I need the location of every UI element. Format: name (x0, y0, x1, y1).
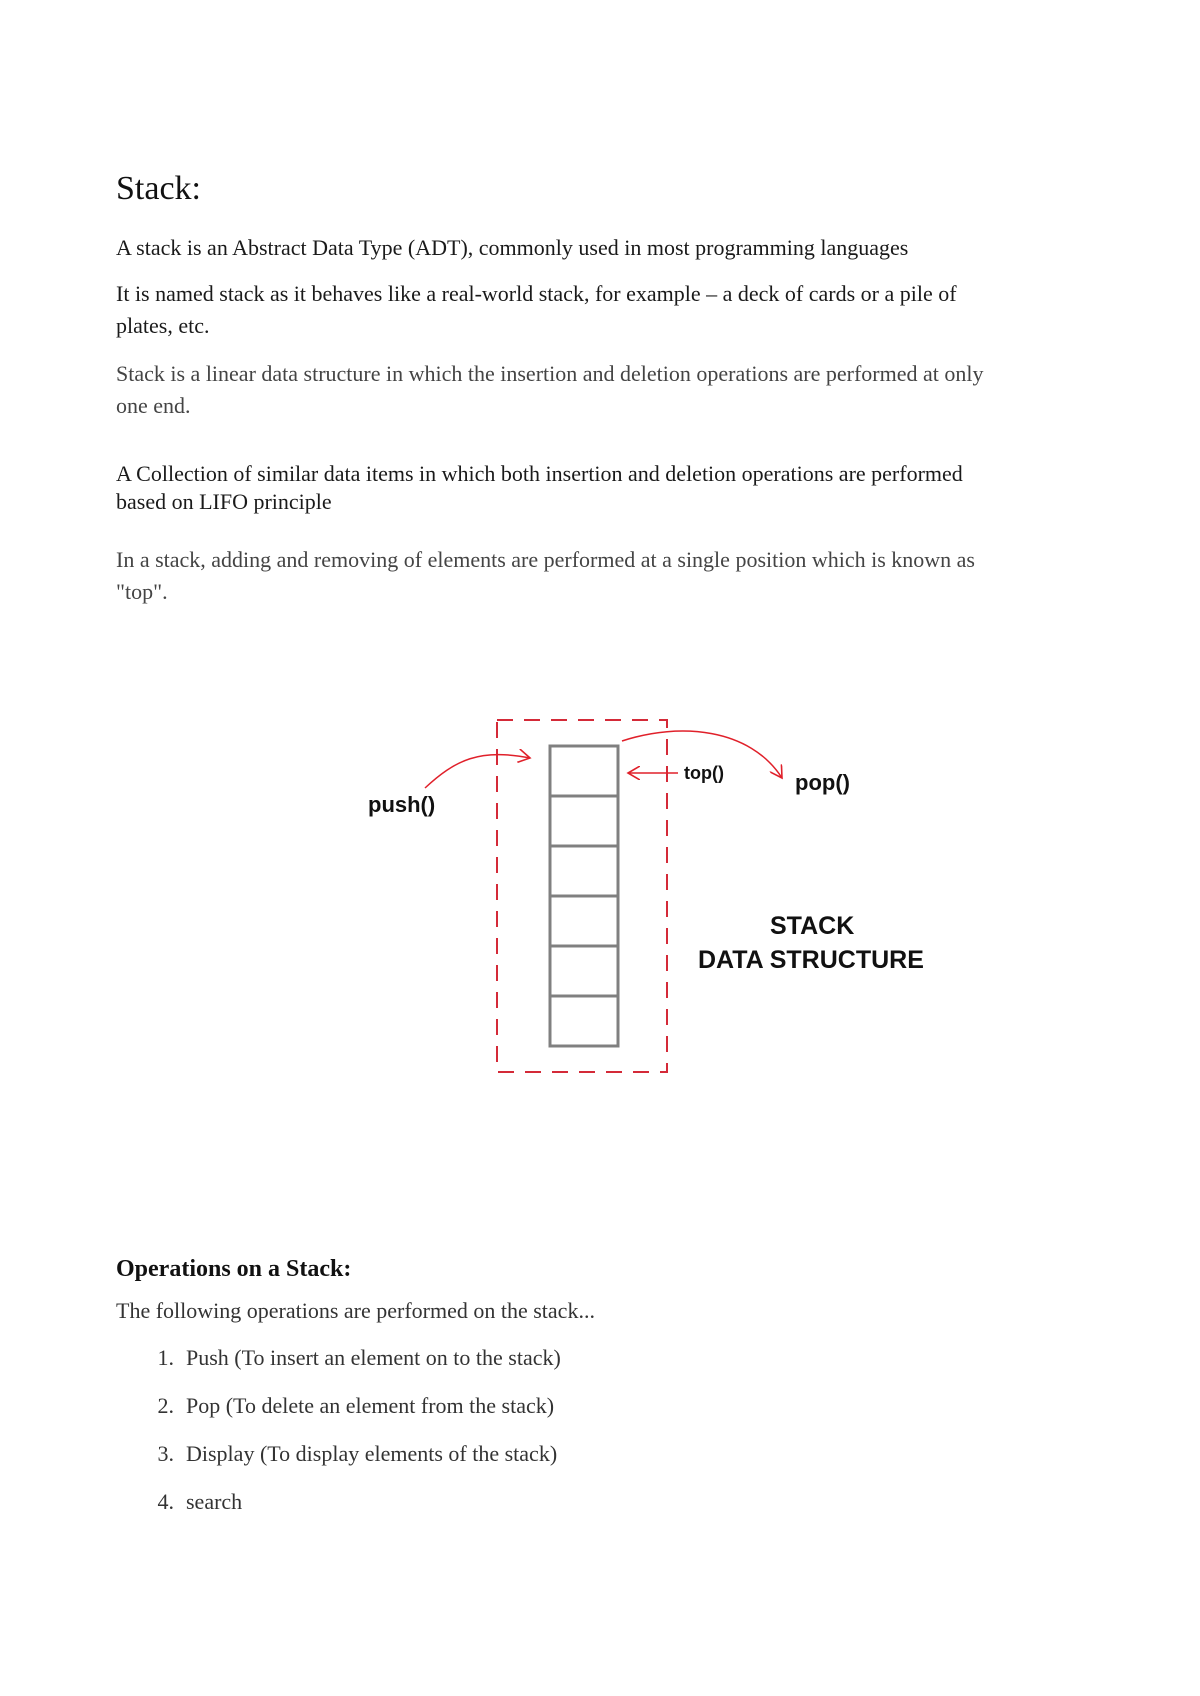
top-label: top() (684, 763, 724, 783)
paragraph-lifo-line1: A Collection of similar data items in which both insertion and deletion operations are performed (116, 461, 963, 486)
operations-heading: Operations on a Stack: (116, 1256, 352, 1282)
caption-data-structure: DATA STRUCTURE (698, 946, 924, 974)
list-item (116, 1438, 561, 1486)
list-item-text: Pop (To delete an element from the stack) (186, 1393, 555, 1418)
list-item-number: 2. (157, 1393, 174, 1418)
list-item-text: Display (To display elements of the stack) (186, 1441, 558, 1466)
list-item-text: search (186, 1489, 243, 1514)
paragraph-linear-line1: Stack is a linear data structure in which the insertion and deletion operations are performed at only (116, 361, 984, 386)
stack-cells (550, 746, 618, 1046)
stack-cell (550, 946, 618, 996)
stack-cell (550, 746, 618, 796)
list-item-number: 4. (157, 1489, 174, 1514)
paragraph-adt-text: A stack is an Abstract Data Type (ADT), commonly used in most programming languages (116, 235, 909, 260)
list-item-number: 3. (157, 1441, 174, 1466)
paragraph-lifo-line2: based on LIFO principle (116, 489, 332, 514)
push-label: push() (368, 792, 436, 817)
stack-cell (550, 796, 618, 846)
stack-cell (550, 996, 618, 1046)
page-title: Stack: (116, 170, 201, 207)
paragraph-top-line2: "top". (116, 579, 168, 604)
operations-intro: The following operations are performed on the stack... (116, 1298, 595, 1323)
list-item (116, 1390, 561, 1438)
operations-list (116, 1342, 561, 1534)
stack-cell (550, 846, 618, 896)
paragraph-linear-line2: one end. (116, 393, 191, 418)
list-item (116, 1486, 561, 1534)
list-item-text: Push (To insert an element on to the stack) (186, 1345, 561, 1370)
pop-label: pop() (795, 770, 850, 795)
paragraph-real-world-line1: It is named stack as it behaves like a real-world stack, for example – a deck of cards or a pile of (116, 281, 957, 306)
stack-cell (550, 896, 618, 946)
list-item (116, 1342, 561, 1390)
paragraph-top-line1: In a stack, adding and removing of elements are performed at a single position which is known as (116, 547, 975, 572)
push-arrow (425, 755, 530, 788)
caption-stack: STACK (770, 912, 855, 940)
list-item-number: 1. (157, 1345, 174, 1370)
paragraph-real-world-line2: plates, etc. (116, 313, 210, 338)
